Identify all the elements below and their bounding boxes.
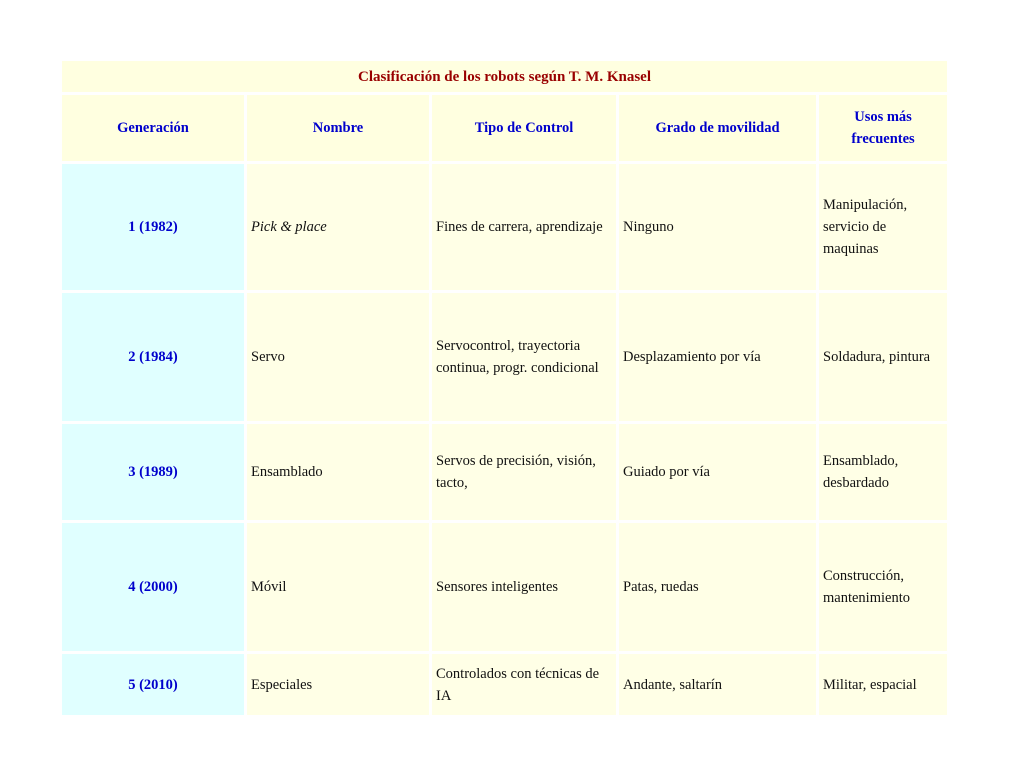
cell-nombre: Pick & place (247, 164, 429, 290)
cell-usos-line: desbardado (823, 475, 890, 491)
cell-usos (819, 523, 947, 651)
cell-usos (819, 424, 947, 520)
cell-tipo-control-line: tacto, (436, 475, 468, 491)
header-usos-line2: frecuentes (851, 131, 915, 147)
cell-usos-line: mantenimiento (823, 590, 910, 606)
cell-usos-line: servicio de (823, 219, 887, 235)
cell-nombre: Especiales (247, 654, 429, 715)
cell-nombre: Móvil (247, 523, 429, 651)
cell-tipo-control-line: Fines de carrera, aprendizaje (436, 219, 603, 235)
table-row (62, 164, 947, 290)
cell-generacion: 4 (2000) (62, 523, 244, 651)
cell-tipo-control-line: Sensores inteligentes (436, 579, 559, 595)
table-row (62, 424, 947, 520)
cell-tipo-control-line: Controlados con técnicas de (436, 665, 600, 682)
header-usos (819, 95, 947, 161)
cell-usos (819, 164, 947, 290)
cell-tipo-control (432, 424, 616, 520)
header-generacion: Generación (62, 95, 244, 161)
cell-nombre: Servo (247, 293, 429, 421)
cell-tipo-control (432, 293, 616, 421)
cell-grado-movilidad: Guiado por vía (619, 424, 816, 520)
cell-usos-line: Militar, espacial (823, 676, 917, 693)
cell-generacion: 1 (1982) (62, 164, 244, 290)
cell-tipo-control (432, 654, 616, 715)
cell-tipo-control-line: IA (436, 687, 452, 704)
cell-tipo-control-line: continua, progr. condicional (436, 360, 599, 376)
cell-grado-movilidad: Andante, saltarín (619, 654, 816, 715)
cell-tipo-control-line: Servos de precisión, visión, (436, 453, 596, 469)
table-row (62, 523, 947, 651)
cell-grado-movilidad: Patas, ruedas (619, 523, 816, 651)
cell-tipo-control (432, 523, 616, 651)
header-tipo-control: Tipo de Control (432, 95, 616, 161)
cell-usos (819, 293, 947, 421)
cell-usos-line: Manipulación, (823, 197, 908, 213)
header-grado-movilidad: Grado de movilidad (619, 95, 816, 161)
title-row (62, 61, 947, 92)
table-row (62, 293, 947, 421)
cell-usos (819, 654, 947, 715)
cell-nombre: Ensamblado (247, 424, 429, 520)
header-usos-line1: Usos más (854, 109, 912, 125)
robot-classification-table (59, 58, 950, 718)
cell-usos-line: maquinas (823, 241, 879, 257)
table-row (62, 654, 947, 715)
cell-tipo-control-line: Servocontrol, trayectoria (436, 338, 581, 354)
cell-generacion: 3 (1989) (62, 424, 244, 520)
cell-usos-line: Soldadura, pintura (823, 349, 931, 365)
cell-grado-movilidad: Ninguno (619, 164, 816, 290)
cell-grado-movilidad: Desplazamiento por vía (619, 293, 816, 421)
cell-generacion: 5 (2010) (62, 654, 244, 715)
table-title: Clasificación de los robots según T. M. Knasel (62, 61, 947, 92)
cell-generacion: 2 (1984) (62, 293, 244, 421)
cell-usos-line: Construcción, (823, 568, 904, 584)
cell-usos-line: Ensamblado, (823, 453, 899, 469)
cell-tipo-control (432, 164, 616, 290)
header-row (62, 95, 947, 161)
header-nombre: Nombre (247, 95, 429, 161)
